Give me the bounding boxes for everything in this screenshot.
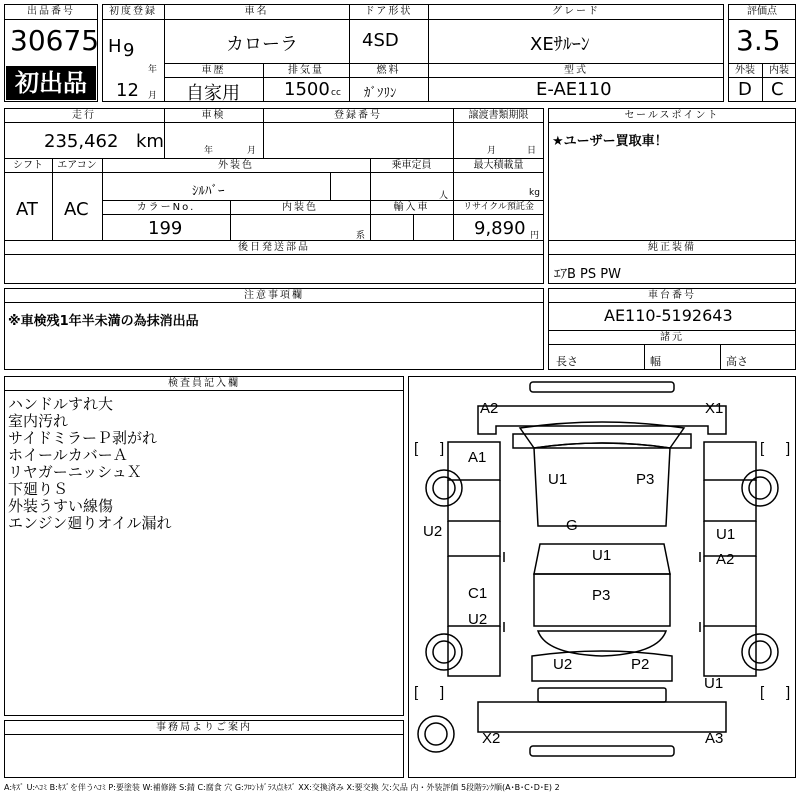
exterior-label: 外装 (735, 65, 755, 76)
displacement-label: 排気量 (288, 65, 324, 76)
first-listing-badge: 初出品 (6, 66, 96, 100)
damage-mark: A1 (468, 449, 487, 466)
fuel-label: 燃料 (376, 65, 401, 76)
damage-mark: U1 (704, 675, 724, 692)
damage-mark: P3 (636, 471, 655, 488)
recycle-label: リサイクル預託金 (463, 202, 534, 212)
grade-label: グレード (552, 6, 600, 17)
grade: XEｻﾙｰﾝ (530, 34, 590, 55)
transfer-docs-label: 譲渡書類期限 (468, 110, 529, 121)
later-parts-label: 後日発送部品 (238, 242, 310, 253)
bracket-mark: [ (760, 440, 765, 457)
damage-mark: X1 (705, 400, 724, 417)
exterior-grade: D (738, 79, 752, 100)
chassis-number: AE110-5192643 (604, 306, 733, 325)
damage-mark: U1 (716, 526, 736, 543)
bracket-mark: [ (414, 684, 419, 701)
inspector-notes (8, 396, 172, 532)
door: 4SD (362, 30, 399, 51)
damage-mark: A3 (705, 730, 724, 747)
color-no-label: カラーNo. (136, 202, 196, 213)
dims-label: 諸元 (660, 332, 684, 343)
ext-color-label: 外装色 (218, 160, 254, 171)
damage-mark: U2 (553, 656, 573, 673)
model-label: 型式 (564, 65, 588, 76)
year-unit: 年 (148, 65, 158, 75)
displacement-unit: cc (331, 88, 341, 98)
height-label: 高さ (726, 355, 748, 368)
bracket-mark: ] (786, 684, 791, 701)
damage-mark: U1 (548, 471, 568, 488)
fuel: ｶﾞｿﾘﾝ (364, 86, 397, 101)
recycle-unit: 円 (530, 231, 540, 241)
inspector-line: 室内汚れ (8, 412, 69, 430)
mileage-label: 走行 (72, 110, 96, 121)
reg-month: 12 (116, 80, 139, 101)
inspector-line: リヤガーニッシュＸ (8, 463, 142, 481)
int-color-label: 内装色 (282, 202, 318, 213)
first-reg-label: 初度登録 (109, 6, 157, 17)
max-load-unit: kg (529, 188, 540, 198)
shift: AT (16, 199, 38, 220)
chassis-label: 車台番号 (648, 290, 696, 301)
import-label: 輸入車 (393, 202, 430, 213)
damage-mark: P3 (592, 587, 611, 604)
damage-mark: X2 (482, 730, 501, 747)
interior-label: 内装 (769, 65, 789, 76)
damage-mark: C1 (468, 585, 488, 602)
inspection-year-unit: 年 (204, 146, 214, 156)
inspector-line: 外装うすい線傷 (8, 497, 114, 515)
era: H (108, 36, 122, 57)
bracket-mark: ] (786, 440, 791, 457)
bracket-mark: ] (440, 684, 445, 701)
mileage: 235,462 (44, 131, 119, 152)
notes-label: 注意事項欄 (244, 290, 304, 301)
damage-mark: A2 (480, 400, 499, 417)
sales-point-label: セールスポイント (624, 110, 720, 121)
interior-grade: C (771, 79, 784, 100)
max-load-label: 最大積載量 (473, 160, 524, 171)
notes-text: ※車検残1年半未満の為抹消出品 (8, 314, 199, 329)
reg-number-label: 登録番号 (334, 110, 382, 121)
inspector-line: 下廻りＳ (8, 480, 69, 498)
shift-label: シフト (13, 160, 43, 171)
inspection-label: 車検 (201, 110, 226, 121)
recycle-fee: 9,890 (474, 218, 526, 239)
car-name-label: 車名 (244, 6, 269, 17)
int-color-unit: 系 (356, 231, 366, 241)
score: 3.5 (736, 24, 781, 57)
model: E-AE110 (536, 79, 612, 100)
month-unit: 月 (148, 91, 158, 101)
capacity-label: 乗車定員 (391, 160, 432, 171)
equipment-text: ｴｱB PS PW (554, 267, 621, 282)
inspection-month-unit: 月 (247, 146, 257, 156)
car-diagram (408, 376, 796, 778)
door-label: ドア形状 (364, 6, 413, 17)
sales-point-text: ★ユーザー買取車！ (552, 134, 668, 149)
car-name: カローラ (226, 34, 298, 55)
bracket-mark: [ (760, 684, 765, 701)
length-label: 長さ (556, 355, 578, 368)
inspector-line: エンジン廻りオイル漏れ (8, 514, 172, 532)
damage-mark: P2 (631, 656, 650, 673)
lot-number-label: 出品番号 (27, 6, 75, 17)
history: 自家用 (186, 83, 240, 104)
damage-mark: G (566, 517, 578, 534)
legend: A:ｷｽﾞ U:ﾍｺﾐ B:ｷｽﾞを伴うﾍｺﾐ P:要塗装 W:補修跡 S:錆 C:腐食 穴 G:ﾌﾛﾝﾄｶﾞﾗｽ点ｷｽﾞ XX:交換済み X:要交換 欠:欠品 内・外装評価 5段階ﾗﾝｸ順(A･B･C･D･E) 2 (4, 783, 560, 792)
damage-mark: U2 (468, 611, 488, 628)
history-label: 車歴 (201, 65, 226, 76)
damage-mark: A2 (716, 551, 735, 568)
mileage-unit: km (136, 131, 164, 152)
capacity-unit: 人 (439, 191, 449, 201)
width-label: 幅 (650, 355, 661, 368)
equipment-label: 純正装備 (648, 242, 696, 253)
ext-color: ｼﾙﾊﾞｰ (192, 184, 225, 199)
reg-year: 9 (123, 40, 135, 61)
inspector-label: 検査員記入欄 (168, 378, 240, 389)
ac: AC (64, 199, 89, 220)
inspector-line: ハンドルすれ大 (8, 395, 114, 413)
damage-mark: U1 (592, 547, 612, 564)
displacement: 1500 (284, 79, 330, 100)
transfer-month-unit: 月 (487, 146, 497, 156)
office-label: 事務局よりご案内 (156, 722, 252, 733)
score-label: 評価点 (747, 6, 777, 17)
inspector-line: ホイールカバーＡ (8, 446, 128, 464)
lot-number: 30675 (10, 24, 100, 57)
damage-mark: U2 (423, 523, 443, 540)
ac-label: エアコン (57, 160, 97, 171)
transfer-day-unit: 日 (527, 146, 537, 156)
color-no: 199 (148, 218, 183, 239)
inspector-line: サイドミラーＰ剥がれ (8, 429, 157, 447)
bracket-mark: ] (440, 440, 445, 457)
bracket-mark: [ (414, 440, 419, 457)
